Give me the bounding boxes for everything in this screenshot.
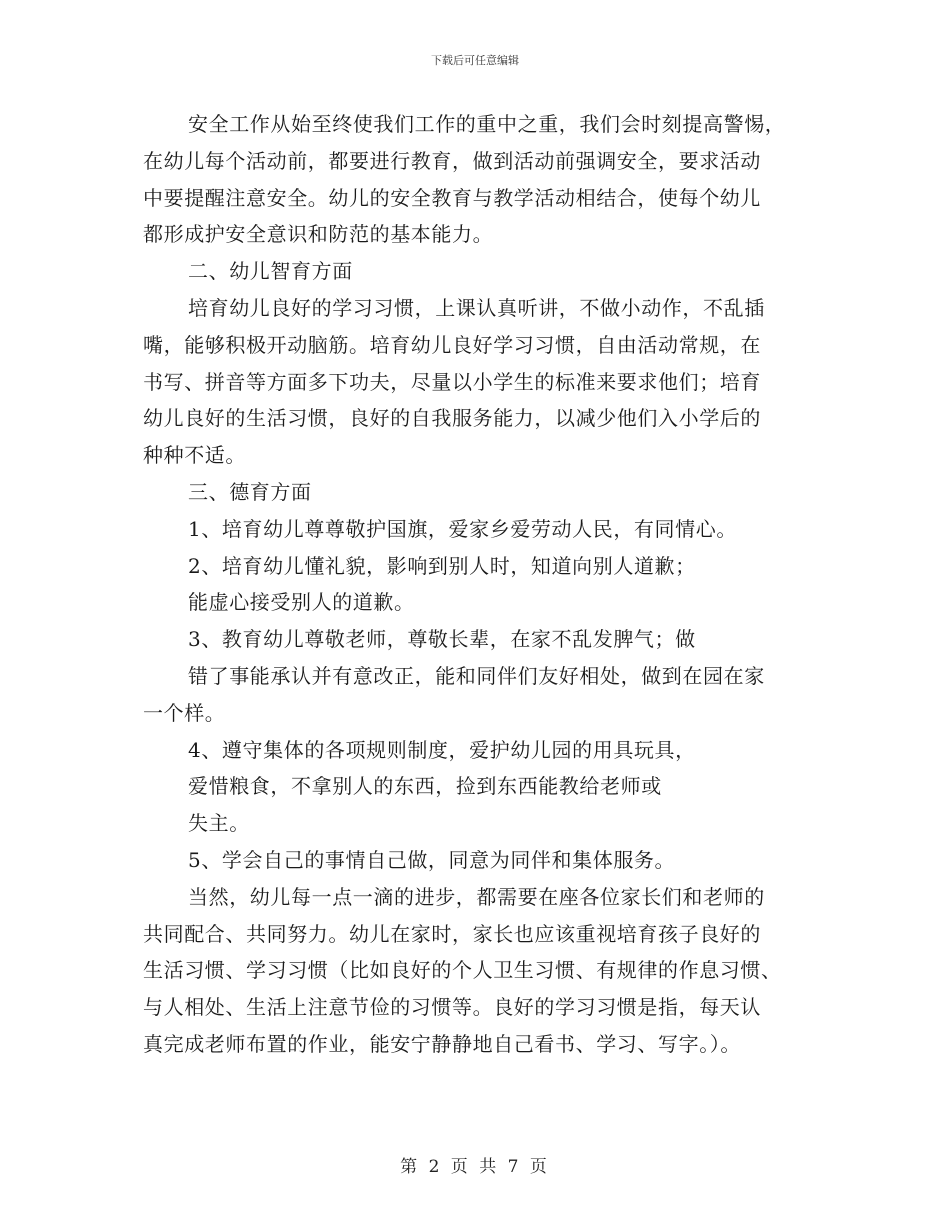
page-header: 下载后可任意编辑 [431,54,519,67]
list-item: 1、培育幼儿尊尊敬护国旗，爱家乡爱劳动人民，有同情心。 [188,516,737,541]
paragraph-line: 共同配合、共同努力。幼儿在家时，家长也应该重视培育孩子良好的 [143,921,761,946]
paragraph-line: 种种不适。 [143,443,246,468]
paragraph-line: 安全工作从始至终使我们工作的重中之重，我们会时刻提高警惕， [188,112,786,136]
paragraph-line: 都形成护安全意识和防范的基本能力。 [143,222,494,247]
section-heading: 二、幼儿智育方面 [188,259,353,284]
list-item: 3、教育幼儿尊敬老师，尊敬长辈，在家不乱发脾气；做 [188,627,696,652]
paragraph-line: 爱惜粮食，不拿别人的东西，捡到东西能教给老师或 [188,774,662,799]
paragraph-line: 生活习惯、学习习惯（比如良好的个人卫生习惯、有规律的作息习惯、 [143,958,782,983]
paragraph-line: 与人相处、生活上注意节俭的习惯等。良好的学习习惯是指，每天认 [143,995,761,1020]
section-heading: 三、德育方面 [188,479,312,504]
paragraph-line: 在幼儿每个活动前，都要进行教育，做到活动前强调安全，要求活动 [143,148,761,173]
list-item: 5、学会自己的事情自己做，同意为同伴和集体服务。 [188,847,676,872]
page-number-footer: 第 2 页 共 7 页 [400,1157,550,1177]
paragraph-line: 嘴，能够积极开动脑筋。培育幼儿良好学习习惯，自由活动常规，在 [143,332,761,357]
paragraph-line: 中要提醒注意安全。幼儿的安全教育与教学活动相结合，使每个幼儿 [143,185,761,210]
paragraph-line: 书写、拼音等方面多下功夫，尽量以小学生的标准来要求他们；培育 [143,369,761,394]
paragraph-line: 培育幼儿良好的学习习惯，上课认真听讲，不做小动作，不乱插 [188,295,765,320]
paragraph-line: 一个样。 [143,700,226,725]
paragraph-line: 幼儿良好的生活习惯，良好的自我服务能力，以减少他们入小学后的 [143,406,761,431]
paragraph-line: 失主。 [188,811,250,836]
list-item: 4、遵守集体的各项规则制度，爱护幼儿园的用具玩具， [188,737,696,762]
paragraph-line: 当然，幼儿每一点一滴的进步，都需要在座各位家长们和老师的 [188,884,765,909]
paragraph-line: 真完成老师布置的作业，能安宁静静地自己看书、学习、写字。）。 [143,1031,741,1056]
paragraph-line: 错了事能承认并有意改正，能和同伴们友好相处，做到在园在家 [188,663,765,688]
paragraph-line: 能虚心接受别人的道歉。 [188,590,415,615]
list-item: 2、培育幼儿懂礼貌，影响到别人时，知道向别人道歉； [188,553,696,578]
document-body [143,106,813,1063]
